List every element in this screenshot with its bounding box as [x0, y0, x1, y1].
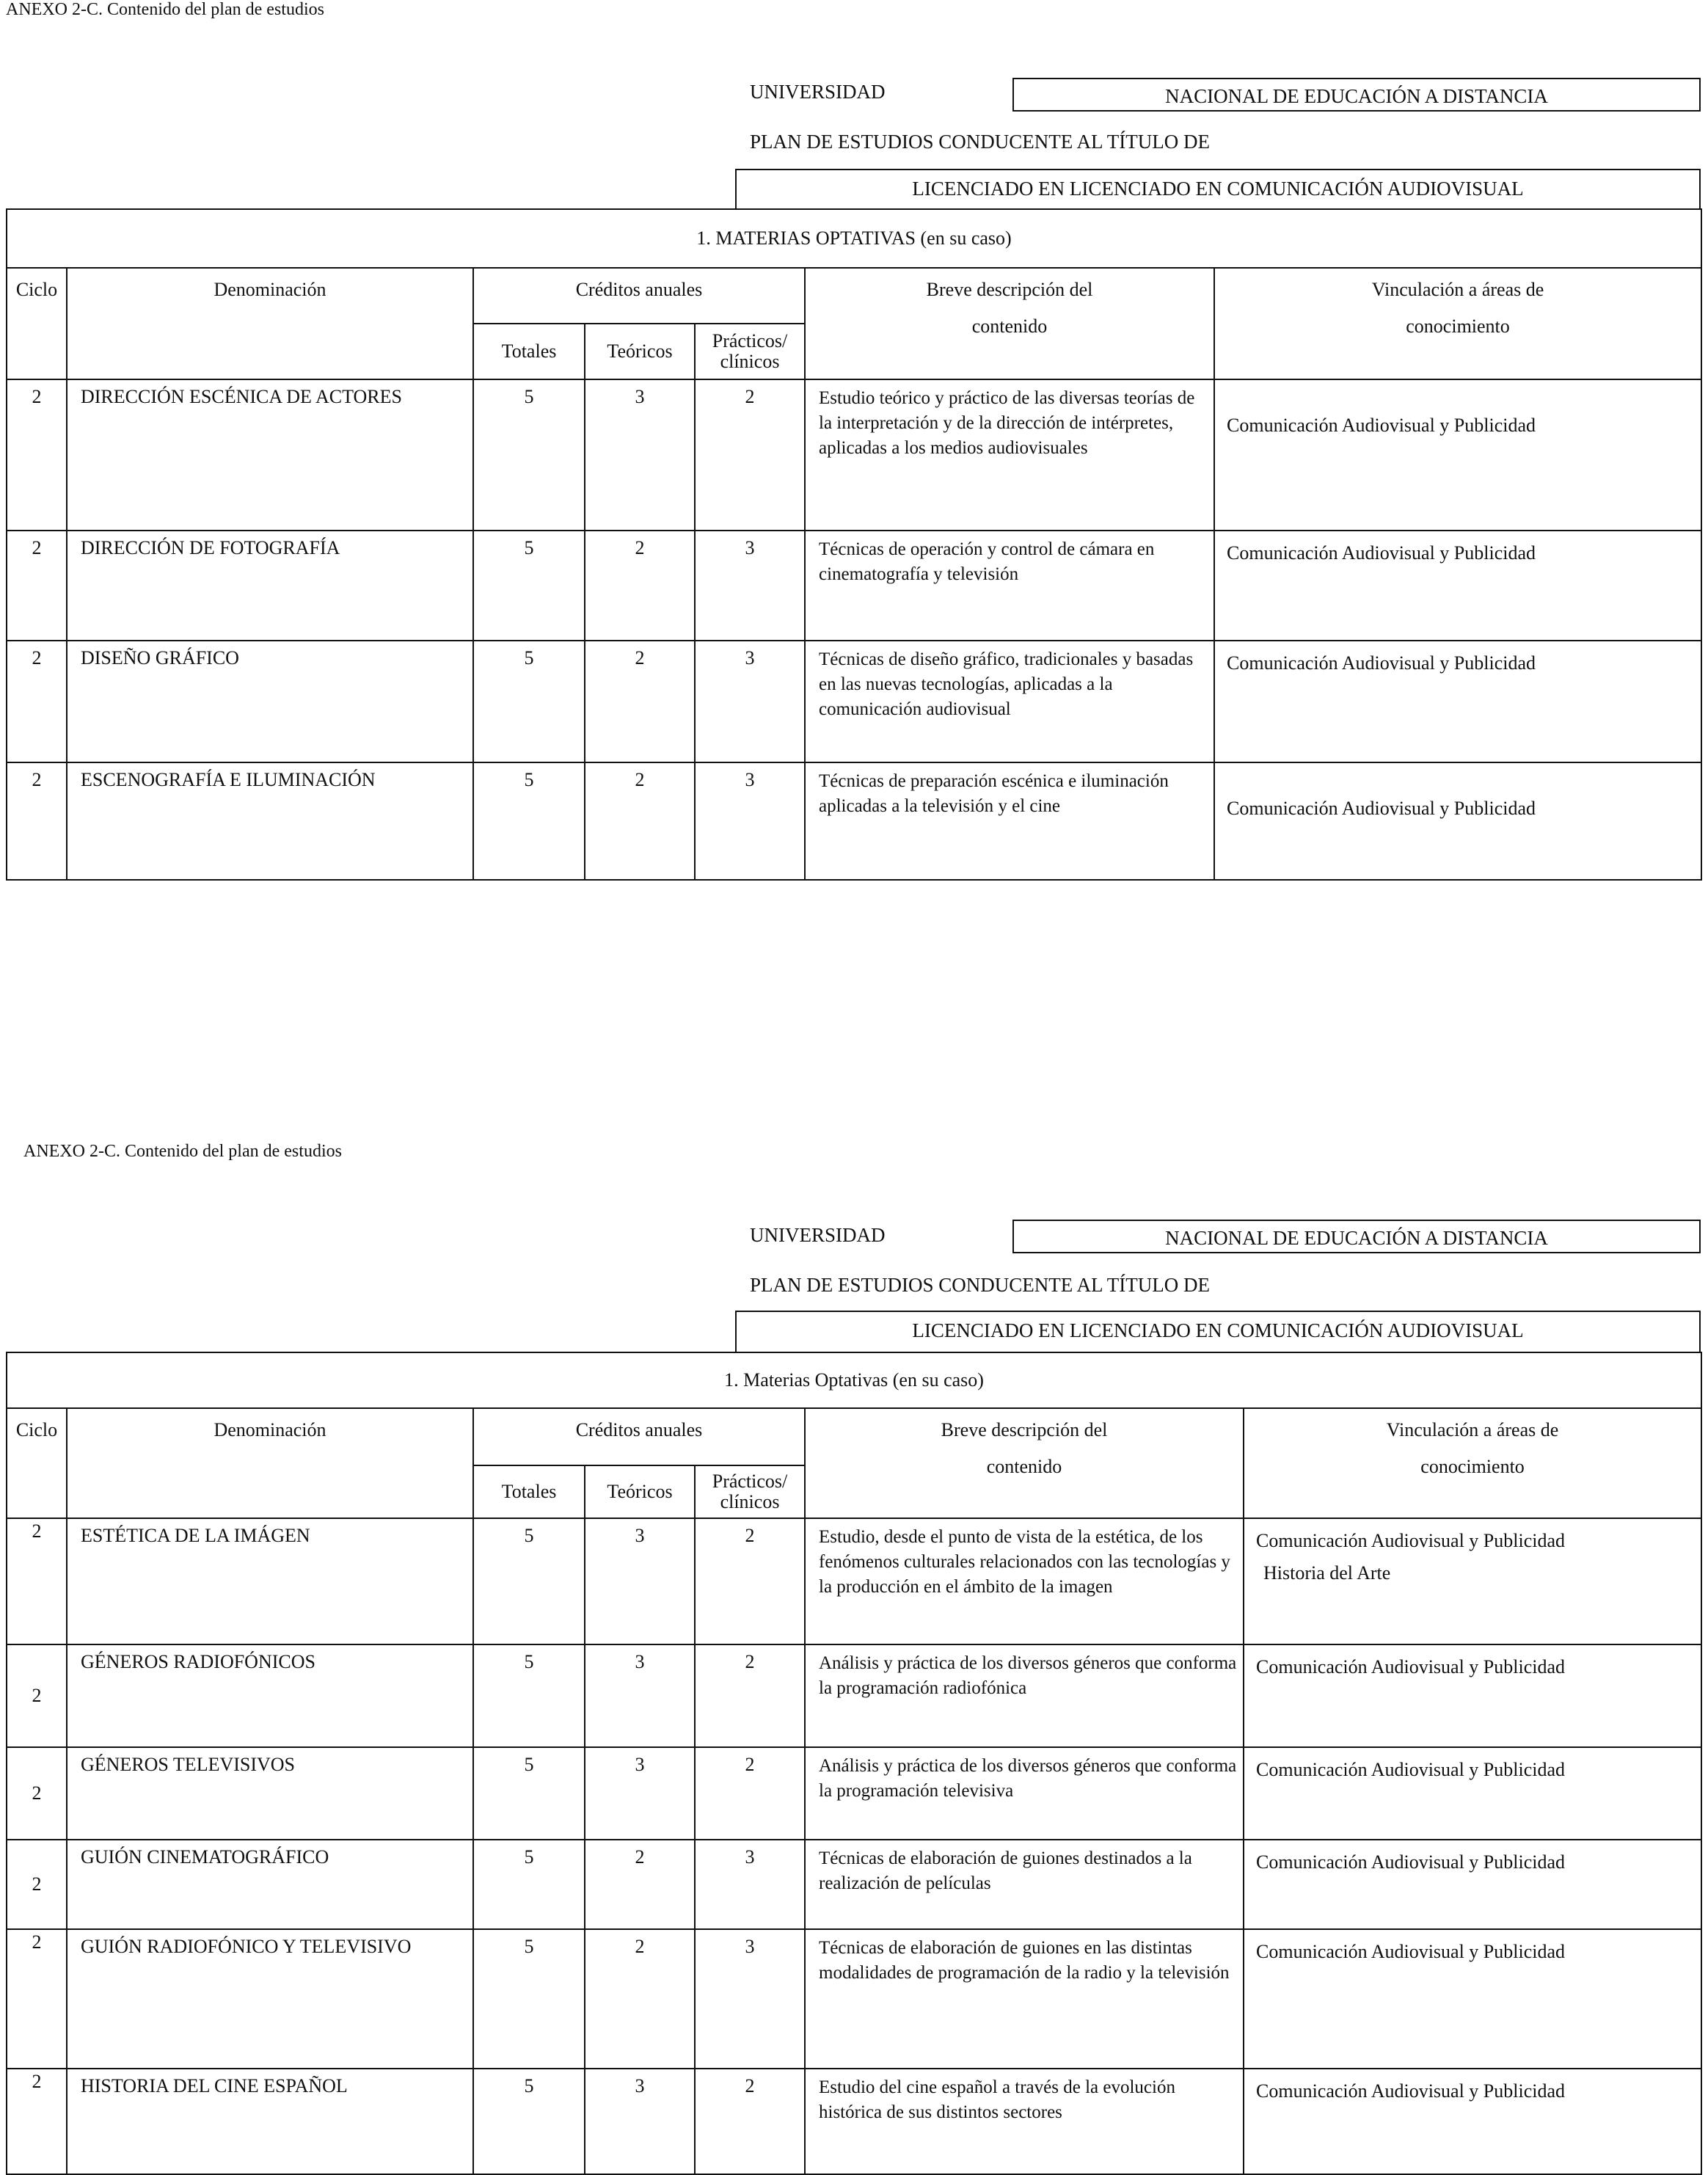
row-description: Análisis y práctica de los diversos géneros que conforma la programación radiofónica — [805, 1644, 1244, 1747]
row-totales: 5 — [473, 641, 585, 762]
row-area: Comunicación Audiovisual y Publicidad — [1214, 641, 1701, 762]
row-description: Estudio, desde el punto de vista de la estética, de los fenómenos culturales relacionados con las tecnologías y la producción en el ámbito de la imagen — [805, 1518, 1244, 1644]
plan-table-2 — [6, 1352, 1702, 2175]
row-ciclo: 2 — [7, 1929, 67, 2069]
row-area: Comunicación Audiovisual y Publicidad — [1214, 531, 1701, 641]
row-practicos: 3 — [695, 641, 805, 762]
row-ciclo: 2 — [7, 2069, 67, 2174]
section-title: 1. MATERIAS OPTATIVAS (en su caso) — [7, 209, 1701, 268]
header-totales: Totales — [473, 1465, 585, 1518]
row-area-primary: Comunicación Audiovisual y Publicidad — [1256, 1530, 1566, 1551]
row-ciclo: 2 — [7, 762, 67, 880]
row-teoricos: 3 — [585, 1518, 695, 1644]
header-teoricos: Teóricos — [585, 1465, 695, 1518]
row-totales: 5 — [473, 2069, 585, 2174]
row-description: Técnicas de diseño gráfico, tradicionales y basadas en las nuevas tecnologías, aplicadas a la comunicación audiovisual — [805, 641, 1214, 762]
row-ciclo: 2 — [7, 1840, 67, 1929]
row-practicos: 2 — [695, 1644, 805, 1747]
row-ciclo: 2 — [7, 1518, 67, 1644]
row-teoricos: 3 — [585, 2069, 695, 2174]
header-descripcion-line1: Breve descripción del — [941, 1419, 1108, 1440]
table-row — [7, 762, 1701, 880]
row-area: Comunicación Audiovisual y Publicidad — [1244, 2069, 1701, 2174]
header-vinculacion — [1214, 268, 1701, 379]
plan-label: PLAN DE ESTUDIOS CONDUCENTE AL TÍTULO DE — [750, 131, 1210, 153]
row-totales: 5 — [473, 531, 585, 641]
table-row — [7, 531, 1701, 641]
table-row — [7, 641, 1701, 762]
university-name-box: NACIONAL DE EDUCACIÓN A DISTANCIA — [1012, 1220, 1701, 1253]
row-name: ESTÉTICA DE LA IMÁGEN — [67, 1518, 473, 1644]
row-area — [1244, 1518, 1701, 1644]
table-row — [7, 379, 1701, 531]
header-practicos: Prácticos/ clínicos — [695, 324, 805, 379]
row-ciclo: 2 — [7, 1644, 67, 1747]
header-vinculacion-line1: Vinculación a áreas de — [1371, 279, 1544, 300]
row-name: DIRECCIÓN ESCÉNICA DE ACTORES — [67, 379, 473, 531]
row-name: HISTORIA DEL CINE ESPAÑOL — [67, 2069, 473, 2174]
row-ciclo: 2 — [7, 1747, 67, 1840]
degree-title-box: LICENCIADO EN LICENCIADO EN COMUNICACIÓN AUDIOVISUAL — [735, 169, 1701, 208]
table-row — [7, 1840, 1701, 1929]
degree-title-box: LICENCIADO EN LICENCIADO EN COMUNICACIÓN AUDIOVISUAL — [735, 1311, 1701, 1352]
row-area: Comunicación Audiovisual y Publicidad — [1244, 1747, 1701, 1840]
row-practicos: 3 — [695, 762, 805, 880]
row-area: Comunicación Audiovisual y Publicidad — [1214, 379, 1701, 531]
row-description: Técnicas de elaboración de guiones en las distintas modalidades de programación de la radio y la televisión — [805, 1929, 1244, 2069]
row-totales: 5 — [473, 379, 585, 531]
header-practicos: Prácticos/ clínicos — [695, 1465, 805, 1518]
table-row — [7, 1929, 1701, 2069]
row-teoricos: 2 — [585, 1929, 695, 2069]
header-descripcion-line2: contenido — [971, 316, 1048, 337]
row-totales: 5 — [473, 1747, 585, 1840]
row-totales: 5 — [473, 762, 585, 880]
plan-table-1 — [6, 208, 1702, 881]
row-practicos: 2 — [695, 1518, 805, 1644]
university-name-box: NACIONAL DE EDUCACIÓN A DISTANCIA — [1012, 78, 1701, 112]
header-creditos: Créditos anuales — [473, 1408, 805, 1465]
row-practicos: 3 — [695, 531, 805, 641]
header-ciclo: Ciclo — [7, 1408, 67, 1518]
header-descripcion-line1: Breve descripción del — [926, 279, 1093, 300]
row-description: Técnicas de elaboración de guiones destinados a la realización de películas — [805, 1840, 1244, 1929]
row-teoricos: 2 — [585, 641, 695, 762]
row-area-secondary: Historia del Arte — [1263, 1562, 1391, 1584]
header-teoricos: Teóricos — [585, 324, 695, 379]
section-title: 1. Materias Optativas (en su caso) — [7, 1352, 1701, 1408]
row-practicos: 3 — [695, 1840, 805, 1929]
row-name: GUIÓN CINEMATOGRÁFICO — [67, 1840, 473, 1929]
row-teoricos: 2 — [585, 1840, 695, 1929]
row-description: Técnicas de operación y control de cámara en cinematografía y televisión — [805, 531, 1214, 641]
header-ciclo: Ciclo — [7, 268, 67, 379]
header-descripcion — [805, 1408, 1244, 1518]
row-totales: 5 — [473, 1518, 585, 1644]
university-label: UNIVERSIDAD — [750, 81, 886, 103]
header-vinculacion-line2: conocimiento — [1406, 316, 1510, 337]
row-practicos: 2 — [695, 379, 805, 531]
row-name: DISEÑO GRÁFICO — [67, 641, 473, 762]
annex-title: ANEXO 2-C. Contenido del plan de estudios — [6, 0, 324, 19]
row-practicos: 3 — [695, 1929, 805, 2069]
header-descripcion-line2: contenido — [986, 1456, 1062, 1477]
table-row — [7, 1518, 1701, 1644]
row-description: Estudio del cine español a través de la evolución histórica de sus distintos sectores — [805, 2069, 1244, 2174]
annex-title: ANEXO 2-C. Contenido del plan de estudios — [23, 1142, 342, 1161]
row-name: GÉNEROS RADIOFÓNICOS — [67, 1644, 473, 1747]
header-creditos: Créditos anuales — [473, 268, 805, 324]
header-denominacion: Denominación — [67, 1408, 473, 1518]
row-name: ESCENOGRAFÍA E ILUMINACIÓN — [67, 762, 473, 880]
row-name: GÉNEROS TELEVISIVOS — [67, 1747, 473, 1840]
row-ciclo: 2 — [7, 641, 67, 762]
row-teoricos: 2 — [585, 762, 695, 880]
row-description: Estudio teórico y práctico de las diversas teorías de la interpretación y de la dirección de intérpretes, aplicadas a los medios audiovisuales — [805, 379, 1214, 531]
row-area: Comunicación Audiovisual y Publicidad — [1244, 1840, 1701, 1929]
row-name: DIRECCIÓN DE FOTOGRAFÍA — [67, 531, 473, 641]
row-totales: 5 — [473, 1840, 585, 1929]
header-vinculacion — [1244, 1408, 1701, 1518]
row-teoricos: 3 — [585, 1747, 695, 1840]
row-totales: 5 — [473, 1644, 585, 1747]
row-teoricos: 3 — [585, 379, 695, 531]
row-description: Técnicas de preparación escénica e iluminación aplicadas a la televisión y el cine — [805, 762, 1214, 880]
row-practicos: 2 — [695, 1747, 805, 1840]
row-practicos: 2 — [695, 2069, 805, 2174]
header-vinculacion-line1: Vinculación a áreas de — [1386, 1419, 1559, 1440]
row-name: GUIÓN RADIOFÓNICO Y TELEVISIVO — [67, 1929, 473, 2069]
row-totales: 5 — [473, 1929, 585, 2069]
row-area: Comunicación Audiovisual y Publicidad — [1214, 762, 1701, 880]
plan-label: PLAN DE ESTUDIOS CONDUCENTE AL TÍTULO DE — [750, 1274, 1210, 1296]
row-area: Comunicación Audiovisual y Publicidad — [1244, 1644, 1701, 1747]
header-vinculacion-line2: conocimiento — [1420, 1456, 1525, 1477]
header-totales: Totales — [473, 324, 585, 379]
row-ciclo: 2 — [7, 531, 67, 641]
row-area: Comunicación Audiovisual y Publicidad — [1244, 1929, 1701, 2069]
header-descripcion — [805, 268, 1214, 379]
table-row — [7, 1644, 1701, 1747]
table-row — [7, 1747, 1701, 1840]
table-row — [7, 2069, 1701, 2174]
row-ciclo: 2 — [7, 379, 67, 531]
row-description: Análisis y práctica de los diversos géneros que conforma la programación televisiva — [805, 1747, 1244, 1840]
header-denominacion: Denominación — [67, 268, 473, 379]
row-teoricos: 2 — [585, 531, 695, 641]
university-label: UNIVERSIDAD — [750, 1224, 886, 1246]
row-teoricos: 3 — [585, 1644, 695, 1747]
